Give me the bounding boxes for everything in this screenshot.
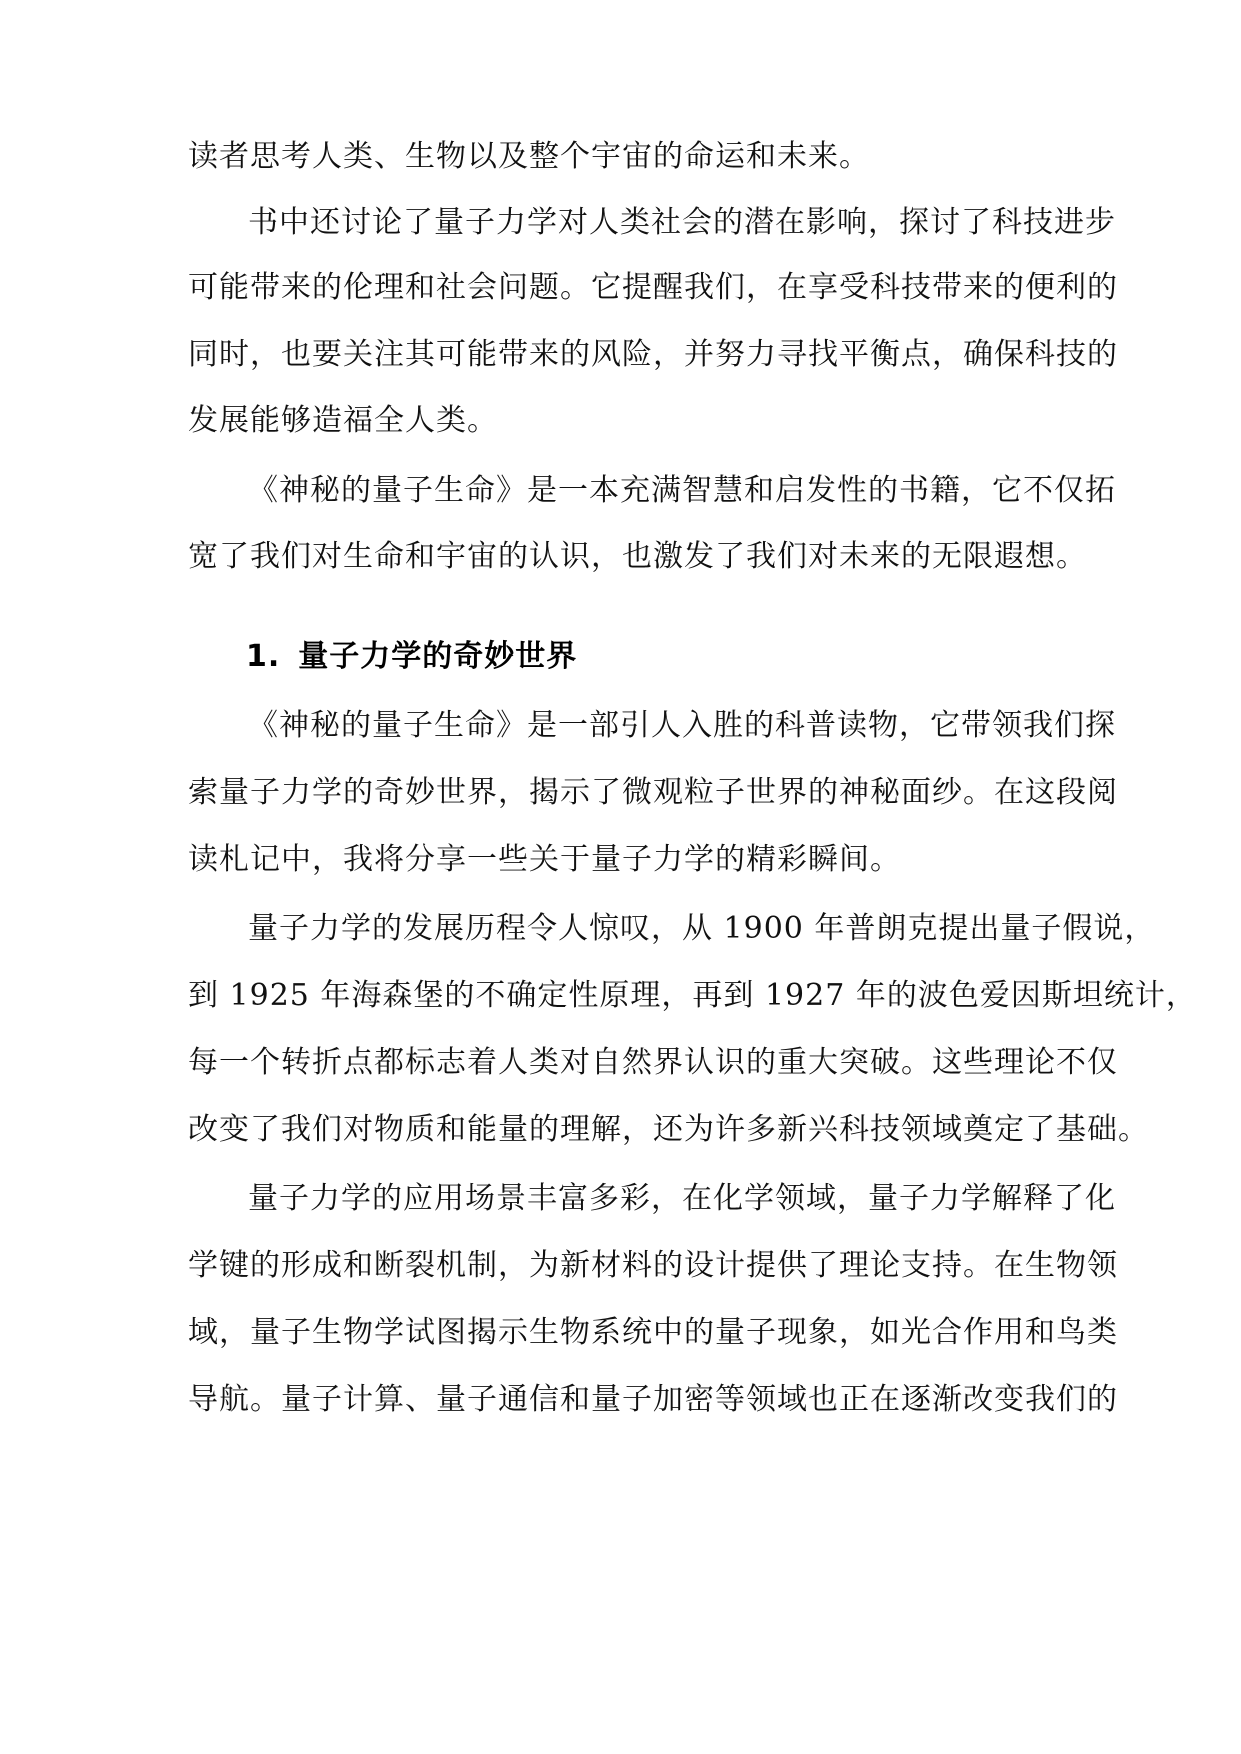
text-line: 读札记中，我将分享一些关于量子力学的精彩瞬间。: [188, 842, 901, 877]
section-heading: [246, 637, 1126, 677]
section-heading-number: 1.: [246, 639, 281, 674]
text-line: 《神秘的量子生命》是一部引人入胜的科普读物，它带领我们探: [248, 708, 1116, 743]
text-line: 量子力学的发展历程令人惊叹，从 1900 年普朗克提出量子假说，: [248, 911, 1156, 946]
text-line: 域，量子生物学试图揭示生物系统中的量子现象，如光合作用和鸟类: [188, 1315, 1118, 1350]
text-line: 索量子力学的奇妙世界，揭示了微观粒子世界的神秘面纱。在这段阅: [188, 775, 1118, 810]
text-line: 导航。量子计算、量子通信和量子加密等领域也正在逐渐改变我们的: [188, 1382, 1118, 1417]
text-line: 发展能够造福全人类。: [188, 403, 498, 438]
text-line: 书中还讨论了量子力学对人类社会的潜在影响，探讨了科技进步: [248, 205, 1116, 240]
text-line: 学键的形成和断裂机制，为新材料的设计提供了理论支持。在生物领: [188, 1248, 1118, 1283]
text-line: 《神秘的量子生命》是一本充满智慧和启发性的书籍，它不仅拓: [248, 473, 1116, 508]
text-line: 量子力学的应用场景丰富多彩，在化学领域，量子力学解释了化: [248, 1181, 1116, 1216]
text-line: 可能带来的伦理和社会问题。它提醒我们，在享受科技带来的便利的: [188, 270, 1118, 305]
text-line: 读者思考人类、生物以及整个宇宙的命运和未来。: [188, 139, 870, 174]
section-heading-title: 量子力学的奇妙世界: [298, 639, 578, 674]
text-line: 到 1925 年海森堡的不确定性原理，再到 1927 年的波色爱因斯坦统计，: [188, 978, 1197, 1013]
text-line: 改变了我们对物质和能量的理解，还为许多新兴科技领域奠定了基础。: [188, 1112, 1149, 1147]
text-line: 同时，也要关注其可能带来的风险，并努力寻找平衡点，确保科技的: [188, 337, 1118, 372]
text-line: 每一个转折点都标志着人类对自然界认识的重大突破。这些理论不仅: [188, 1045, 1118, 1080]
text-line: 宽了我们对生命和宇宙的认识，也激发了我们对未来的无限遐想。: [188, 539, 1087, 574]
